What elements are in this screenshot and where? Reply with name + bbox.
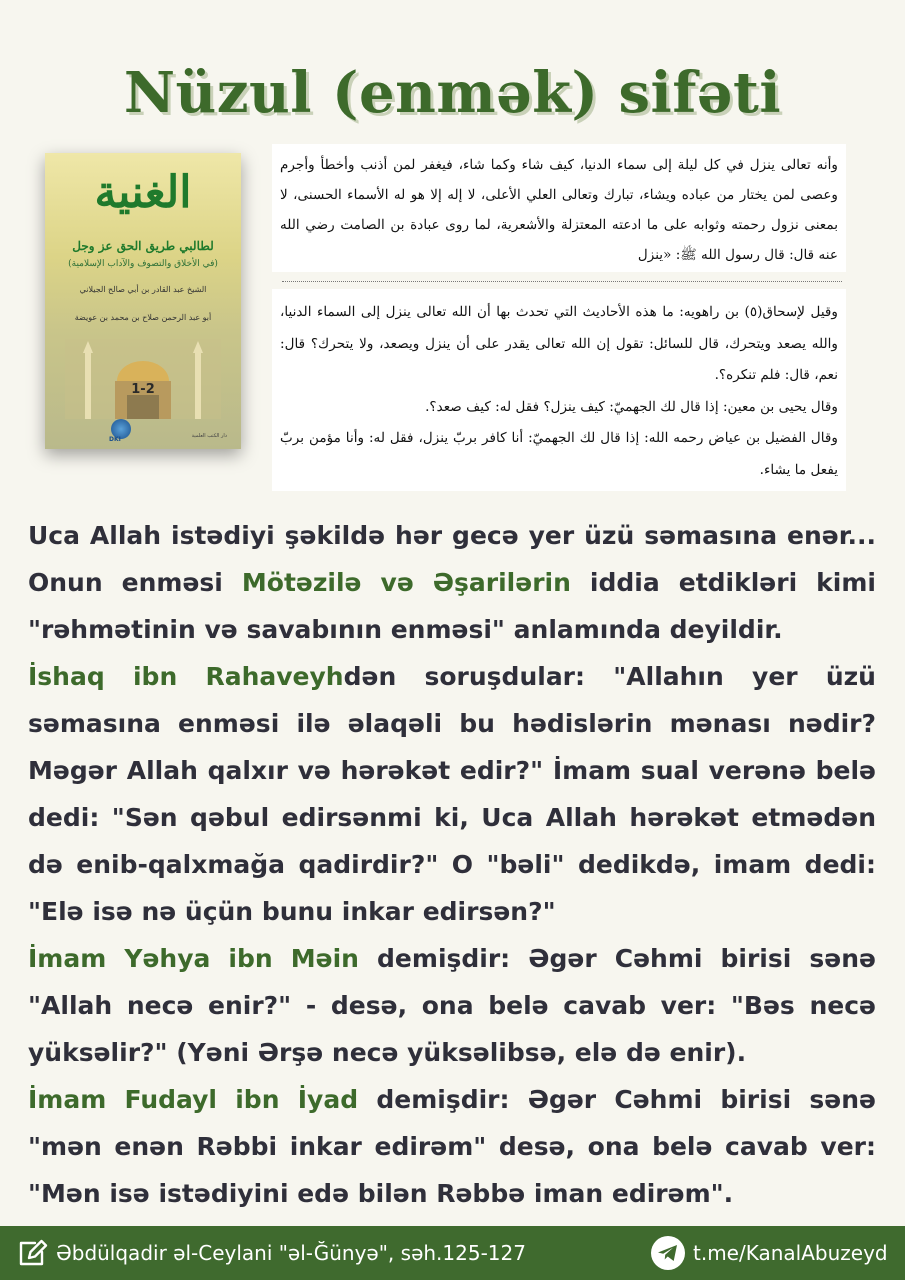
arabic-paragraph: وأنه تعالى ينزل في كل ليلة إلى سماء الدنيا، كيف شاء وكما شاء، فيغفر لمن أذنب وأخطأ وأجرم وعصى لمن يختار من عباده ويشاء، تبارك وتعالى العلي الأعلى، لا إله إلا هو له الأسماء الحسنى، لا بمعنى نزول رحمته وثوابه على ما ادعته المعتزلة والأشعرية، لما روى عبادة بن الصامت رضي الله عنه قال: قال رسول الله ﷺ: «ينزل [280,157,838,263]
publisher-logo-text: DKI [109,436,121,443]
highlight-name: Mötəzilə və Əşarilərin [241,568,571,597]
highlight-name: İmam Yəhya ibn Məin [28,944,359,973]
scan-divider [282,281,842,282]
telegram-channel-link[interactable]: t.me/KanalAbuzeyd [693,1241,888,1265]
text-span: dən soruşdular: "Allahın yer üzü səmasına enməsi ilə əlaqəli bu hədislərin mənası nədir? Məgər Allah qalxır və hərəkət edir?" İmam sual verənə belə dedi: "Sən qəbul edirsənmi ki, Uca Allah hərəkət etmədən də enib-qalxmağa qadirdir?" O "bəli" dedikdə, imam dedi: "Elə isə nə üçün bunu inkar edirsən?" [28,662,876,926]
source-citation: Əbdülqadir əl-Ceylani "əl-Ğünyə", səh.125-127 [56,1241,526,1265]
mosque-illustration [65,339,221,419]
book-cover-editor: أبو عبد الرحمن صلاح بن محمد بن عويضة [74,313,212,322]
book-cover-subtitle: لطالبي طريق الحق عز وجل [72,239,214,253]
text-span: demişdir: Əgər Cəhmi birisi sənə "Allah necə enir?" - desə, ona belə cavab ver: "Bəs necə yüksəlir?" (Yəni Ərşə necə yüksəlibsə, elə də enir). [28,944,876,1067]
text-span: demişdir: Əgər Cəhmi birisi sənə "mən enən Rəbbi inkar edirəm" desə, ona belə cavab ver: "Mən isə istədiyini edə bilən Rəbbə iman edirəm". [28,1085,876,1208]
text-span: Uca Allah istədiyi şəkildə hər gecə yer üzü səmasına enər... Onun enməsi [28,521,876,597]
arabic-paragraph: وقيل لإسحاق(٥) بن راهويه: ما هذه الأحاديث التي تحدث بها أن الله تعالى ينزل إلى السماء الدنيا، والله يصعد ويتحرك، قال للسائل: تقول إن الله تعالى يقدر على أن ينزل ويصعد، ولا يتحرك؟ قال: نعم، قال: فلم تنكره؟. [280,304,838,383]
highlight-name: İmam Fudayl ibn İyad [28,1085,359,1114]
telegram-icon[interactable] [650,1235,686,1271]
highlight-name: İshaq ibn Rahaveyh [28,662,344,691]
pen-icon [16,1237,48,1269]
book-cover-subtitle-2: (في الأخلاق والتصوف والآداب الإسلامية) [68,259,218,269]
arabic-paragraph: وقال يحيى بن معين: إذا قال لك الجهميّ: كيف ينزل؟ فقل له: كيف صعد؟. [425,398,838,415]
text-span: iddia etdikləri kimi "rəhmətinin və savabının enməsi" anlamında deyildir. [28,568,876,644]
footer-bar [0,1226,905,1280]
arabic-scan-bottom [272,289,846,491]
page-title: Nüzul (enmək) sifəti [123,59,782,126]
book-cover-author: الشيخ عبد القادر بن أبي صالح الجيلاني [79,285,207,294]
paragraph [28,935,876,1076]
book-cover-volume: 1-2 [131,382,155,397]
book-cover-title: الغنية [94,167,192,218]
book-cover-image [45,153,241,449]
paragraph [28,653,876,935]
paragraph [28,512,876,653]
arabic-paragraph: وقال الفضيل بن عياض رحمه الله: إذا قال لك الجهميّ: أنا كافر بربّ ينزل، فقل له: وأنا مؤمن بربّ يفعل ما يشاء. [280,430,838,478]
arabic-scan-top [272,144,846,272]
paragraph [28,1076,876,1217]
book-cover-publisher: دار الكتب العلمية [191,433,227,439]
main-text [28,512,876,1217]
